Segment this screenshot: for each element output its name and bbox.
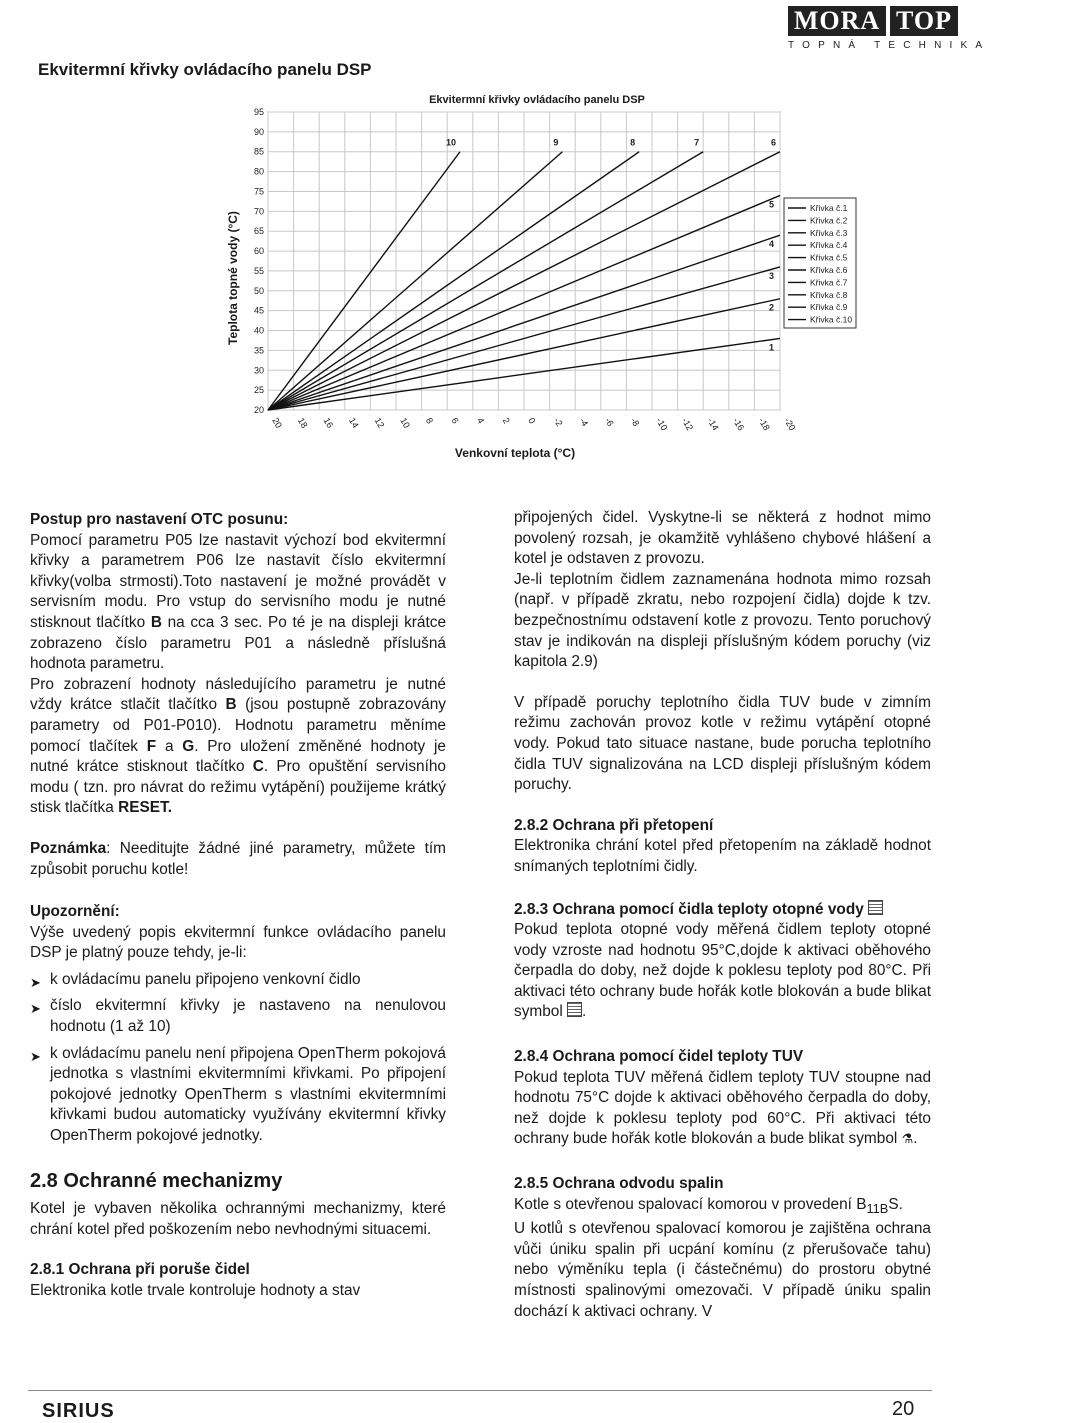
- logo-brand-right: TOP: [890, 6, 958, 36]
- page-number: 20: [892, 1398, 915, 1420]
- radiator-symbol-icon: [567, 1002, 582, 1017]
- legend-entry: Křivka č.4: [810, 240, 848, 251]
- y-tick-label: 45: [253, 305, 264, 316]
- x-tick-label: -18: [756, 416, 772, 433]
- chart-x-axis-label: Venkovní teplota (°C): [454, 446, 576, 460]
- x-tick-label: -6: [603, 416, 616, 428]
- warning-heading: Upozornění:: [30, 903, 120, 921]
- curve-number-label: 9: [553, 137, 559, 148]
- x-tick-label: -4: [577, 416, 591, 428]
- y-tick-label: 80: [253, 166, 264, 177]
- logo-subtitle: TOPNÁ TECHNIKA: [788, 40, 991, 51]
- x-tick-label: -16: [731, 416, 747, 433]
- series-line: [268, 152, 460, 410]
- list-item: ➤ k ovládacímu panelu není připojena OpenTherm pokojová jednotka s vlastními ekvitermními křivkami. Po připojení pokojové jednotky OpenTherm s vlastními ekvitermními křivkami budou automaticky využívány ekvitermní křivky OpenTherm pokojové jednotky.: [30, 1044, 446, 1145]
- arrow-bullet-icon: ➤: [30, 974, 41, 990]
- x-tick-label: -8: [628, 416, 642, 428]
- x-tick-label: -10: [654, 416, 670, 433]
- x-tick-label: 6: [449, 416, 461, 426]
- equithermal-curves-chart: [0, 0, 991, 470]
- x-tick-label: 14: [347, 416, 361, 430]
- x-tick-label: -14: [705, 416, 721, 433]
- curve-number-label: 2: [768, 302, 774, 313]
- x-tick-label: -20: [782, 416, 798, 433]
- otc-heading: Postup pro nastavení OTC posunu:: [30, 511, 289, 528]
- x-tick-label: -12: [679, 416, 696, 433]
- sensor-fault-paragraph-2: Je-li teplotním čidlem zaznamenána hodnota mimo rozsah (např. v případě zkratu, nebo rozpojení čidla) dojde k tzv. bezpečnostnímu odstavení kotle z provozu. Tento poruchový stav je indikován na displeji příslušným kódem poruchy (viz kapitola 2.9): [514, 570, 931, 671]
- warning-text: Výše uvedený popis ekvitermní funkce ovládacího panelu DSP je platný pouze tehdy, je-li:: [30, 923, 446, 962]
- note-paragraph: Poznámka: Needitujte žádné jiné parametry, můžete tím způsobit poruchu kotle!: [30, 839, 446, 878]
- footer-brand: SIRIUS: [42, 1400, 115, 1422]
- y-tick-label: 65: [253, 226, 264, 237]
- list-item: ➤ k ovládacímu panelu připojeno venkovní čidlo: [30, 970, 446, 991]
- right-column: [514, 508, 931, 1322]
- x-tick-label: -2: [551, 416, 565, 428]
- x-tick-label: 16: [321, 416, 336, 430]
- subsection-text-2-8-5-p2: U kotlů s otevřenou spalovací komorou je zajištěna ochrana vůči úniku spalin při ucpání komínu (z přerušovače tahu) nebo výměníku tepla (i částečnému) do prostoru obytné místnosti spalinovými omezovači. V případě úniku spalin dochází k aktivaci ochrany. V: [514, 1220, 931, 1320]
- curve-number-label: 1: [768, 342, 774, 353]
- subsection-heading-2-8-5: 2.8.5 Ochrana odvodu spalin: [514, 1175, 724, 1193]
- curve-number-label: 5: [768, 199, 774, 210]
- legend-entry: Křivka č.8: [810, 289, 848, 300]
- series-line: [268, 152, 639, 410]
- curve-number-label: 3: [768, 270, 774, 281]
- y-tick-label: 50: [253, 285, 264, 296]
- legend-entry: Křivka č.6: [810, 265, 848, 275]
- y-tick-label: 95: [253, 107, 264, 117]
- y-tick-label: 35: [253, 345, 264, 356]
- tap-symbol-icon: ⚗: [901, 1131, 914, 1147]
- otc-paragraph-2: Pro zobrazení hodnoty následujícího parametru je nutné vždy krátce stlačit tlačítko B (jsou postupně zobrazovány parametry od P01-P010). Hodnotu parametru měníme pomocí tlačítek F a G. Pro uložení změněné hodnoty je nutné krátce stisknout tlačítko C. Pro opuštění servisního modu ( tzn. pro návrat do režimu vytápění) použijeme krátký stisk tlačítka RESET.: [30, 675, 446, 817]
- y-tick-label: 90: [253, 126, 264, 137]
- legend-entry: Křivka č.1: [810, 203, 848, 213]
- x-tick-label: 18: [295, 416, 310, 430]
- chart-y-axis-label: Teplota topné vody (°C): [226, 211, 240, 345]
- x-tick-label: 8: [423, 416, 436, 426]
- series-line: [268, 152, 703, 410]
- y-tick-label: 55: [253, 265, 264, 276]
- x-tick-label: 0: [526, 416, 538, 426]
- y-tick-label: 85: [253, 146, 264, 157]
- footer-divider: [28, 1390, 932, 1391]
- legend-entry: Křivka č.9: [810, 302, 848, 313]
- x-tick-label: 10: [398, 416, 412, 430]
- subsection-heading-2-8-2: 2.8.2 Ochrana při přetopení: [514, 816, 714, 834]
- x-tick-label: 20: [270, 416, 284, 430]
- y-tick-label: 25: [253, 385, 264, 396]
- curve-number-label: 10: [445, 137, 456, 148]
- y-tick-label: 75: [253, 186, 264, 197]
- arrow-bullet-icon: ➤: [30, 1001, 41, 1017]
- subsection-heading-2-8-3: 2.8.3 Ochrana pomocí čidla teploty otopné vody: [514, 900, 931, 921]
- y-tick-label: 40: [253, 325, 264, 336]
- subsection-text-2-8-4: Pokud teplota TUV měřená čidlem teploty TUV stoupne nad hodnotu 75°C dojde k aktivaci oběhového čerpadla do doby, než dojde k poklesu teploty pod 60°C. Při aktivaci této ochrany bude hořák kotle blokován a bude blikat symbol ⚗.: [514, 1068, 931, 1148]
- legend-entry: Křivka č.5: [810, 252, 848, 263]
- legend-entry: Křivka č.10: [810, 314, 853, 325]
- legend-entry: Křivka č.7: [810, 277, 848, 288]
- curve-number-label: 6: [770, 137, 776, 148]
- y-tick-label: 70: [253, 206, 264, 217]
- sensor-fault-continued: připojených čidel. Vyskytne-li se některá z hodnot mimo povolený rozsah, je okamžitě vyhlášeno chybové hlášení a kotel je odstaven z provozu.: [514, 509, 931, 568]
- logo-brand-left: MORA: [788, 6, 886, 36]
- subsection-heading-2-8-1: 2.8.1 Ochrana při poruše čidel: [30, 1261, 250, 1279]
- left-column: [30, 510, 446, 1302]
- arrow-bullet-icon: ➤: [30, 1048, 41, 1064]
- subsection-heading-2-8-4: 2.8.4 Ochrana pomocí čidel teploty TUV: [514, 1048, 804, 1066]
- y-tick-label: 30: [253, 365, 264, 376]
- page-title: Ekvitermní křivky ovládacího panelu DSP: [38, 60, 372, 79]
- otc-paragraph-1: Pomocí parametru P05 lze nastavit výchozí bod ekvitermní křivky a parametrem P06 lze nastavit číslo ekvitermní křivky(volba strmosti).Toto nastavení je možné provádět v servisním modu. Pro vstup do servisního modu je nutné stisknout tlačítko B na cca 3 sec. Po té je na displeji krátce zobrazeno číslo parametru P01 a následně příslušná hodnota parametru.: [30, 531, 447, 673]
- series-line: [268, 152, 562, 410]
- subsection-text-2-8-5: Kotle s otevřenou spalovací komorou v provedení $B_{11B}S$.: [514, 1195, 903, 1216]
- list-item: ➤ číslo ekvitermní křivky je nastaveno na nenulovou hodnotu (1 až 10): [30, 997, 446, 1036]
- legend-entry: Křivka č.2: [810, 215, 848, 226]
- y-tick-label: 60: [253, 246, 264, 257]
- x-tick-label: 4: [475, 416, 487, 426]
- subsection-text-2-8-3: Pokud teplota otopné vody měřená čidlem teploty otopné vody vzroste nad hodnotu 95°C,dojde k aktivaci oběhového čerpadla do doby, než dojde k poklesu teploty pod 80°C. Při aktivaci této ochrany bude hořák kotle blokován a bude blikat symbol .: [514, 921, 931, 1021]
- curve-number-label: 7: [694, 137, 700, 148]
- curve-number-label: 4: [768, 239, 774, 250]
- section-title: 2.8 Ochranné mechanizmy: [30, 1169, 283, 1192]
- legend-entry: Křivka č.3: [810, 227, 848, 238]
- sensor-fault-paragraph-3: V případě poruchy teplotního čidla TUV bude v zimním režimu zachován provoz kotle v režimu vytápění otopné vody. Pokud tato situace nastane, bude porucha teplotního čidla TUV signalizována na LCD displeji příslušným kódem poruchy.: [514, 693, 931, 794]
- subsection-text-2-8-1: Elektronika kotle trvale kontroluje hodnoty a stav: [30, 1282, 361, 1299]
- section-text: Kotel je vybaven několika ochrannými mechanizmy, které chrání kotel před poškozením nebo nevhodnými situacemi.: [30, 1200, 446, 1238]
- subsection-text-2-8-2: Elektronika chrání kotel před přetopením na základě hodnot snímaných teplotními čidly.: [514, 837, 931, 875]
- curve-number-label: 8: [630, 137, 636, 148]
- x-tick-label: 12: [372, 416, 387, 430]
- chart-title: Ekvitermní křivky ovládacího panelu DSP: [429, 94, 645, 106]
- x-tick-label: 2: [500, 416, 512, 426]
- y-tick-label: 20: [253, 405, 264, 415]
- radiator-symbol-icon: [868, 900, 883, 915]
